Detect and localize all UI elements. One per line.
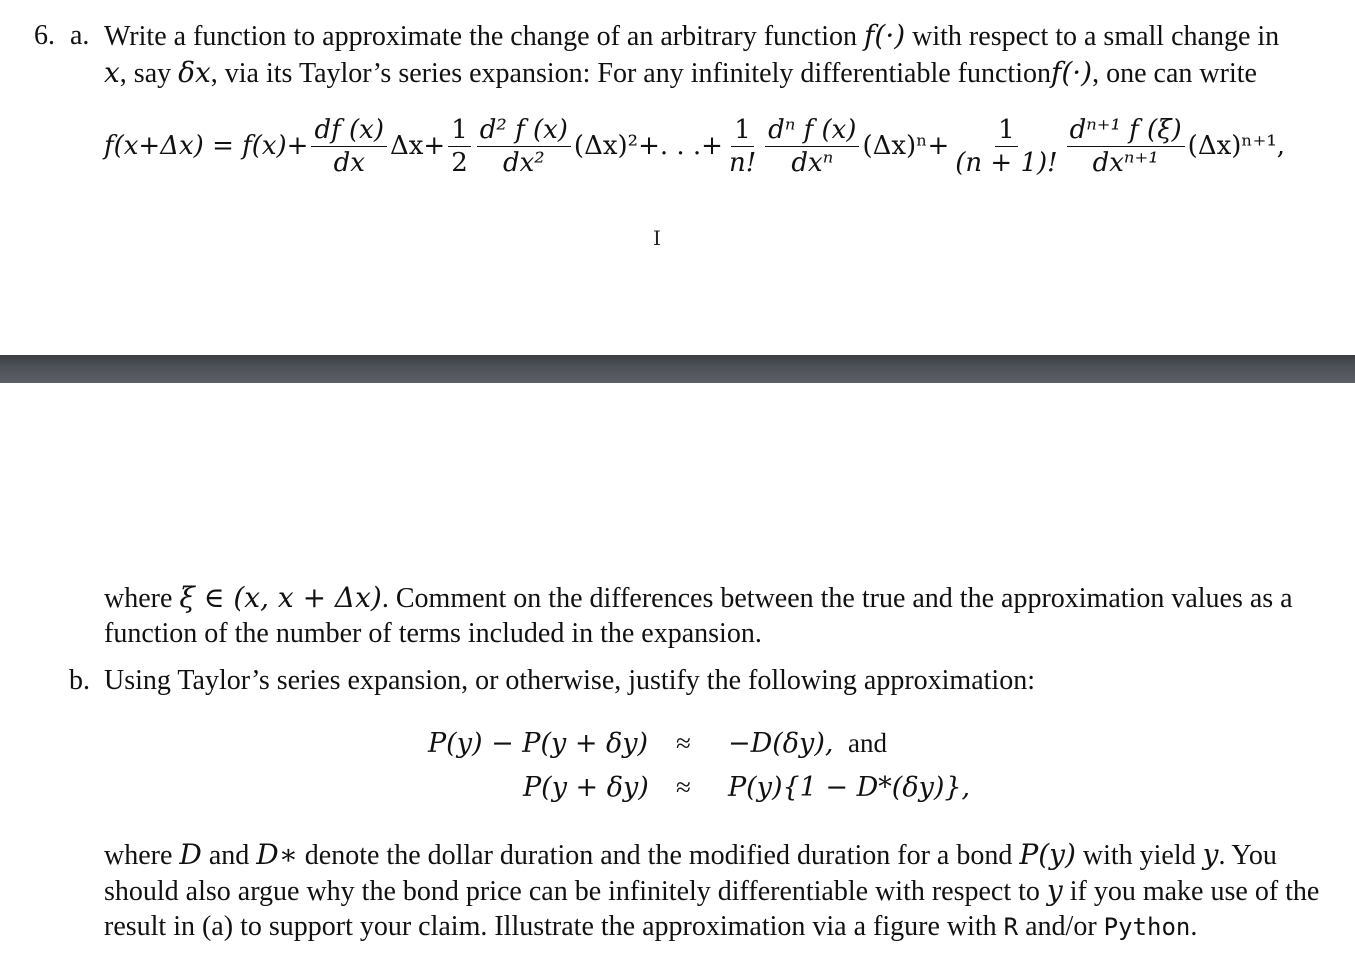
para-text: and bbox=[201, 840, 257, 871]
para-text: denote the dollar duration and the modified duration for a bond bbox=[297, 840, 1020, 871]
frac-den: n! bbox=[728, 147, 757, 178]
para-text: if you make use of the bbox=[1062, 876, 1320, 907]
part-a-line-2-text-end: , one can write bbox=[1092, 58, 1257, 89]
fraction-first-derivative bbox=[311, 115, 386, 178]
fraction-remainder-derivative bbox=[1067, 115, 1185, 178]
part-b-para-line-3 bbox=[104, 909, 1197, 945]
frac-den: dx² bbox=[502, 147, 545, 178]
where-text-end: . Comment on the differences between the true and the approximation values as a bbox=[381, 583, 1293, 614]
term-3-tail: (Δx)ⁿ+ bbox=[862, 131, 950, 161]
frac-den: dxⁿ⁺¹ bbox=[1092, 147, 1159, 178]
part-a-line-2-text: , say bbox=[119, 58, 179, 89]
frac-num: 1 bbox=[995, 115, 1018, 147]
eq1-approx: ≈ bbox=[676, 728, 691, 758]
frac-den: dxⁿ bbox=[791, 147, 834, 178]
term-2-tail: (Δx)²+. . .+ bbox=[573, 131, 723, 161]
frac-num: 1 bbox=[448, 115, 471, 147]
para-text: should also argue why the bond price can be infinitely differentiable with respect to bbox=[104, 876, 1047, 907]
x-symbol: x bbox=[104, 56, 120, 89]
fraction-second-derivative bbox=[477, 115, 571, 178]
para-text: and/or bbox=[1018, 911, 1104, 942]
para-text: result in (a) to support your claim. Illustrate the approximation via a figure with bbox=[104, 911, 1004, 942]
eq2-rhs: P(y){1 − D*(δy)}, bbox=[728, 772, 971, 803]
r-language: R bbox=[1003, 913, 1019, 941]
part-a-line-1-text-end: with respect to a small change in bbox=[905, 21, 1280, 52]
part-a-line-1-text: Write a function to approximate the change of an arbitrary function bbox=[104, 21, 865, 52]
part-b-intro: Using Taylor’s series expansion, or otherwise, justify the following approximation: bbox=[104, 665, 1035, 696]
frac-num: d² f (x) bbox=[477, 115, 571, 147]
f-dot-symbol: f(·) bbox=[864, 19, 906, 52]
para-text: with yield bbox=[1075, 840, 1203, 871]
xi-interval: ξ ∈ (x, x + Δx) bbox=[179, 581, 382, 614]
frac-num: dⁿ⁺¹ f (ξ) bbox=[1067, 115, 1185, 147]
fraction-nth-derivative bbox=[765, 115, 859, 178]
para-text: . bbox=[1190, 911, 1198, 942]
part-b-para-line-2 bbox=[104, 873, 1319, 910]
y-symbol: y bbox=[1046, 874, 1063, 907]
where-line-2: function of the number of terms included in the expansion. bbox=[104, 618, 762, 649]
coef-n-factorial bbox=[726, 115, 759, 178]
eq1-and: and bbox=[848, 728, 887, 758]
frac-num: dⁿ f (x) bbox=[765, 115, 859, 147]
taylor-equation bbox=[104, 106, 1285, 186]
y-symbol: y bbox=[1202, 838, 1219, 871]
part-a-label: a. bbox=[70, 20, 90, 51]
part-b-label: b. bbox=[69, 665, 90, 696]
eq1-lhs: P(y) − P(y + δy) bbox=[428, 728, 649, 759]
equation-lhs: f(x+Δx) = f(x)+ bbox=[104, 131, 309, 161]
D-symbol: D bbox=[179, 838, 202, 871]
page-divider-bar[interactable] bbox=[0, 355, 1355, 383]
Dstar-symbol: D∗ bbox=[256, 838, 298, 871]
para-text: where bbox=[104, 840, 180, 871]
python-language: Python bbox=[1103, 913, 1191, 941]
para-text: . You bbox=[1218, 840, 1277, 871]
part-a-line-1 bbox=[104, 18, 1279, 55]
part-a-line-2-text-mid: , via its Taylor’s series expansion: For any infinitely differentiable function bbox=[210, 58, 1051, 89]
part-a-line-2 bbox=[104, 55, 1257, 92]
term-4-tail: (Δx)ⁿ⁺¹, bbox=[1187, 131, 1286, 161]
eq2-lhs: P(y + δy) bbox=[523, 772, 649, 803]
frac-den: dx bbox=[333, 147, 365, 178]
delta-x-symbol: δx bbox=[178, 56, 211, 89]
text-cursor-icon: I bbox=[653, 226, 661, 250]
Py-symbol: P(y) bbox=[1019, 838, 1076, 871]
frac-den: (n + 1)! bbox=[955, 147, 1058, 178]
coef-half bbox=[448, 115, 471, 178]
question-number: 6. bbox=[34, 20, 55, 51]
term-1-tail: Δx+ bbox=[389, 131, 446, 161]
f-dot-symbol-2: f(·) bbox=[1050, 56, 1093, 89]
where-line-1 bbox=[104, 580, 1293, 617]
eq1-rhs: −D(δy), bbox=[728, 728, 834, 759]
where-text: where bbox=[104, 583, 180, 614]
part-b-para-line-1 bbox=[104, 837, 1277, 874]
frac-num: df (x) bbox=[311, 115, 386, 147]
frac-den: 2 bbox=[451, 147, 468, 178]
frac-num: 1 bbox=[731, 115, 754, 147]
eq2-approx: ≈ bbox=[676, 772, 691, 802]
coef-n-plus-1-factorial bbox=[952, 115, 1060, 178]
